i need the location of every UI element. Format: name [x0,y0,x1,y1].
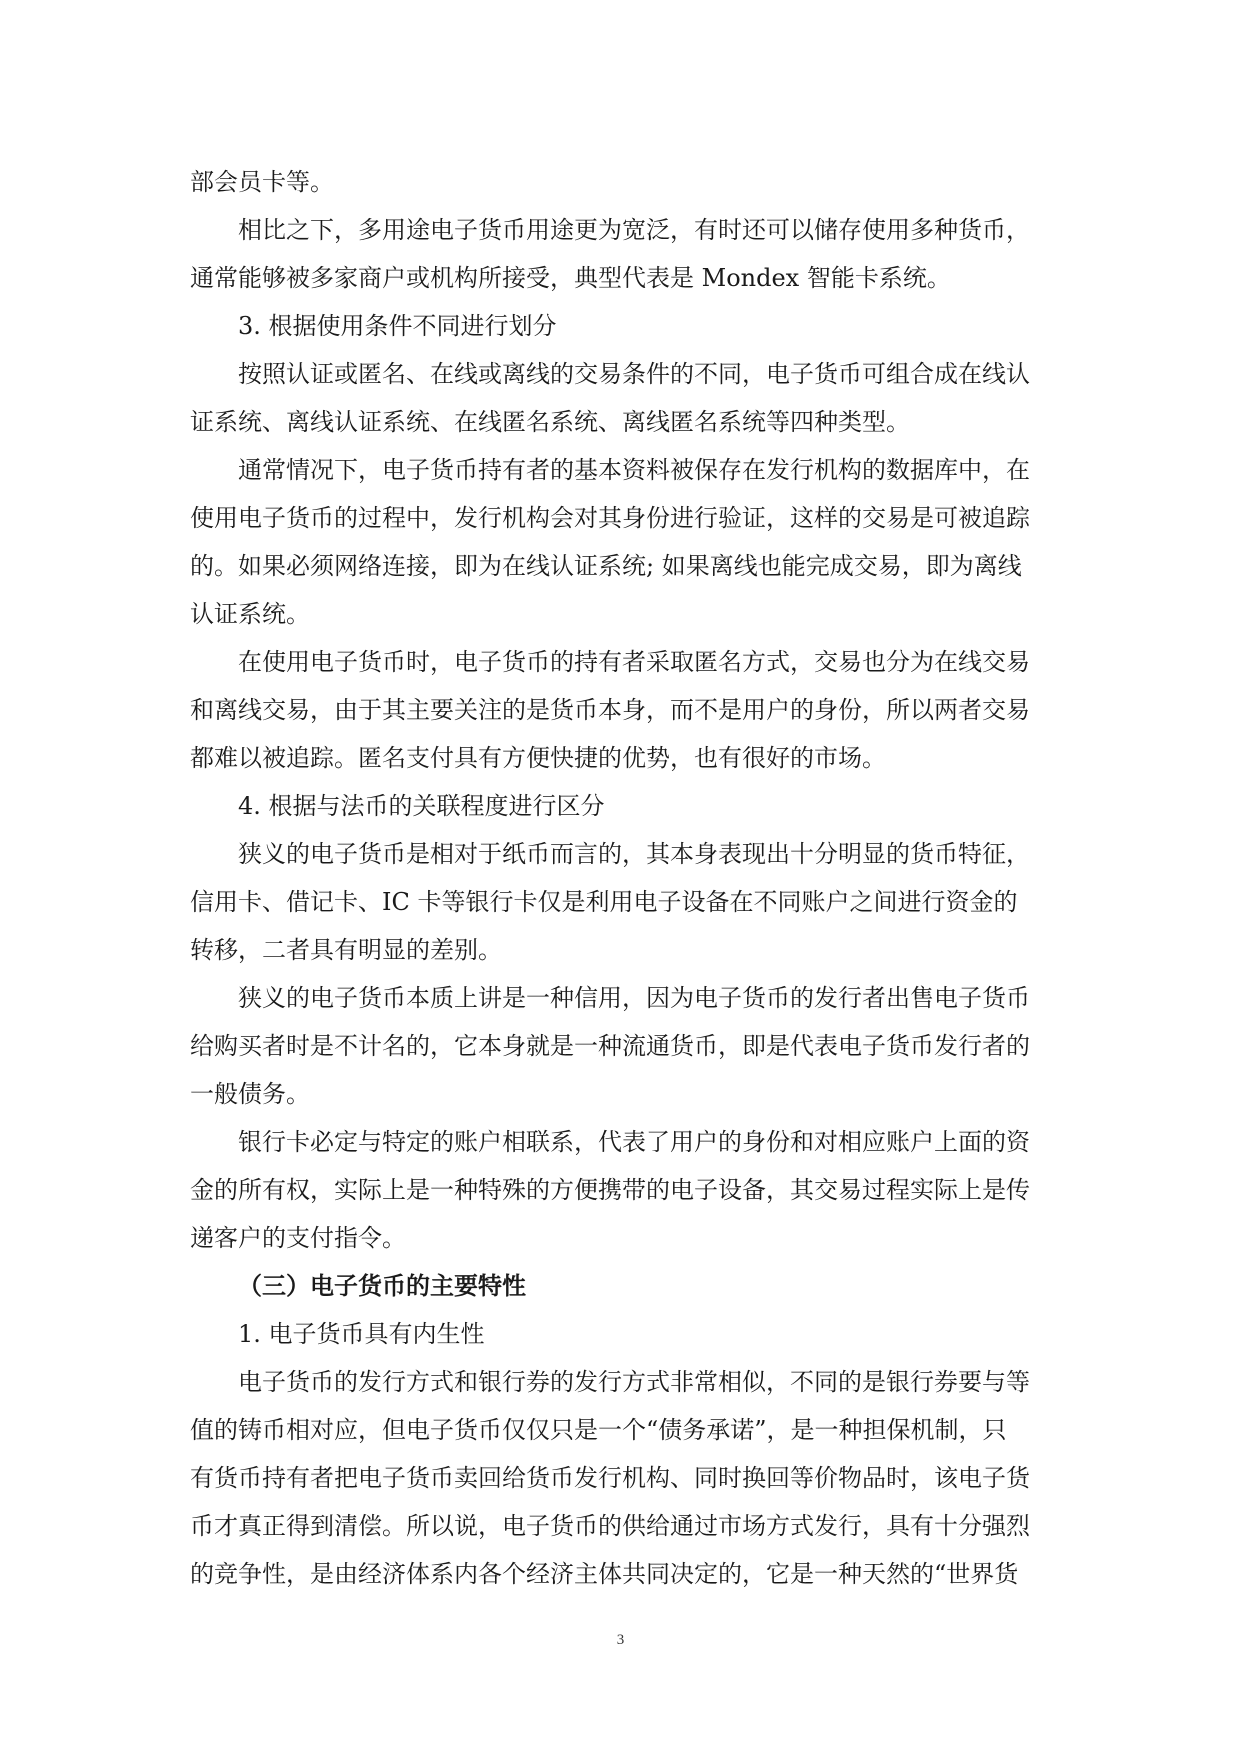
paragraph-line: 电子货币的发行方式和银行券的发行方式非常相似，不同的是银行券要与等 [238,1368,1030,1396]
paragraph-line: 认证系统。 [190,600,310,628]
paragraph-line: 相比之下，多用途电子货币用途更为宽泛，有时还可以储存使用多种货币， [238,216,1030,244]
paragraph-line: 给购买者时是不计名的，它本身就是一种流通货币，即是代表电子货币发行者的 [190,1032,1030,1060]
paragraph-line: 狭义的电子货币本质上讲是一种信用，因为电子货币的发行者出售电子货币 [238,984,1030,1012]
paragraph-line: 一般债务。 [190,1080,310,1108]
subsection-heading: 3. 根据使用条件不同进行划分 [238,312,557,340]
page-body [190,158,1050,1598]
paragraph-line: 和离线交易，由于其主要关注的是货币本身，而不是用户的身份，所以两者交易 [190,696,1030,724]
paragraph-line: 转移，二者具有明显的差别。 [190,936,502,964]
paragraph-line: 部会员卡等。 [190,168,334,196]
paragraph-line: 通常能够被多家商户或机构所接受，典型代表是 Mondex 智能卡系统。 [190,264,951,292]
page-number: 3 [616,1632,625,1648]
subsection-heading: 1. 电子货币具有内生性 [238,1320,485,1348]
paragraph-line: 信用卡、借记卡、IC 卡等银行卡仅是利用电子设备在不同账户之间进行资金的 [190,888,1018,916]
paragraph-line: 金的所有权，实际上是一种特殊的方便携带的电子设备，其交易过程实际上是传 [190,1176,1030,1204]
paragraph-line: 的。如果必须网络连接，即为在线认证系统; 如果离线也能完成交易，即为离线 [190,552,1022,580]
paragraph-line: 值的铸币相对应，但电子货币仅仅只是一个“债务承诺”，是一种担保机制，只 [190,1416,1007,1444]
paragraph-line: 使用电子货币的过程中，发行机构会对其身份进行验证，这样的交易是可被追踪 [190,504,1030,532]
paragraph-line: 按照认证或匿名、在线或离线的交易条件的不同，电子货币可组合成在线认 [238,360,1030,388]
paragraph-line: 证系统、离线认证系统、在线匿名系统、离线匿名系统等四种类型。 [190,408,910,436]
paragraph-line: 在使用电子货币时，电子货币的持有者采取匿名方式，交易也分为在线交易 [238,648,1030,676]
paragraph-line: 通常情况下，电子货币持有者的基本资料被保存在发行机构的数据库中，在 [238,456,1030,484]
paragraph-line: 有货币持有者把电子货币卖回给货币发行机构、同时换回等价物品时，该电子货 [190,1464,1030,1492]
paragraph-line: 递客户的支付指令。 [190,1224,406,1252]
paragraph-line: 都难以被追踪。匿名支付具有方便快捷的优势，也有很好的市场。 [190,744,886,772]
paragraph-line: 狭义的电子货币是相对于纸币而言的，其本身表现出十分明显的货币特征， [238,840,1030,868]
paragraph-line: 的竞争性，是由经济体系内各个经济主体共同决定的，它是一种天然的“世界货 [190,1560,1019,1588]
paragraph-line: 币才真正得到清偿。所以说，电子货币的供给通过市场方式发行，具有十分强烈 [190,1512,1030,1540]
subsection-heading: 4. 根据与法币的关联程度进行区分 [238,792,605,820]
section-heading: （三）电子货币的主要特性 [238,1271,526,1300]
paragraph-line: 银行卡必定与特定的账户相联系，代表了用户的身份和对相应账户上面的资 [238,1128,1030,1156]
